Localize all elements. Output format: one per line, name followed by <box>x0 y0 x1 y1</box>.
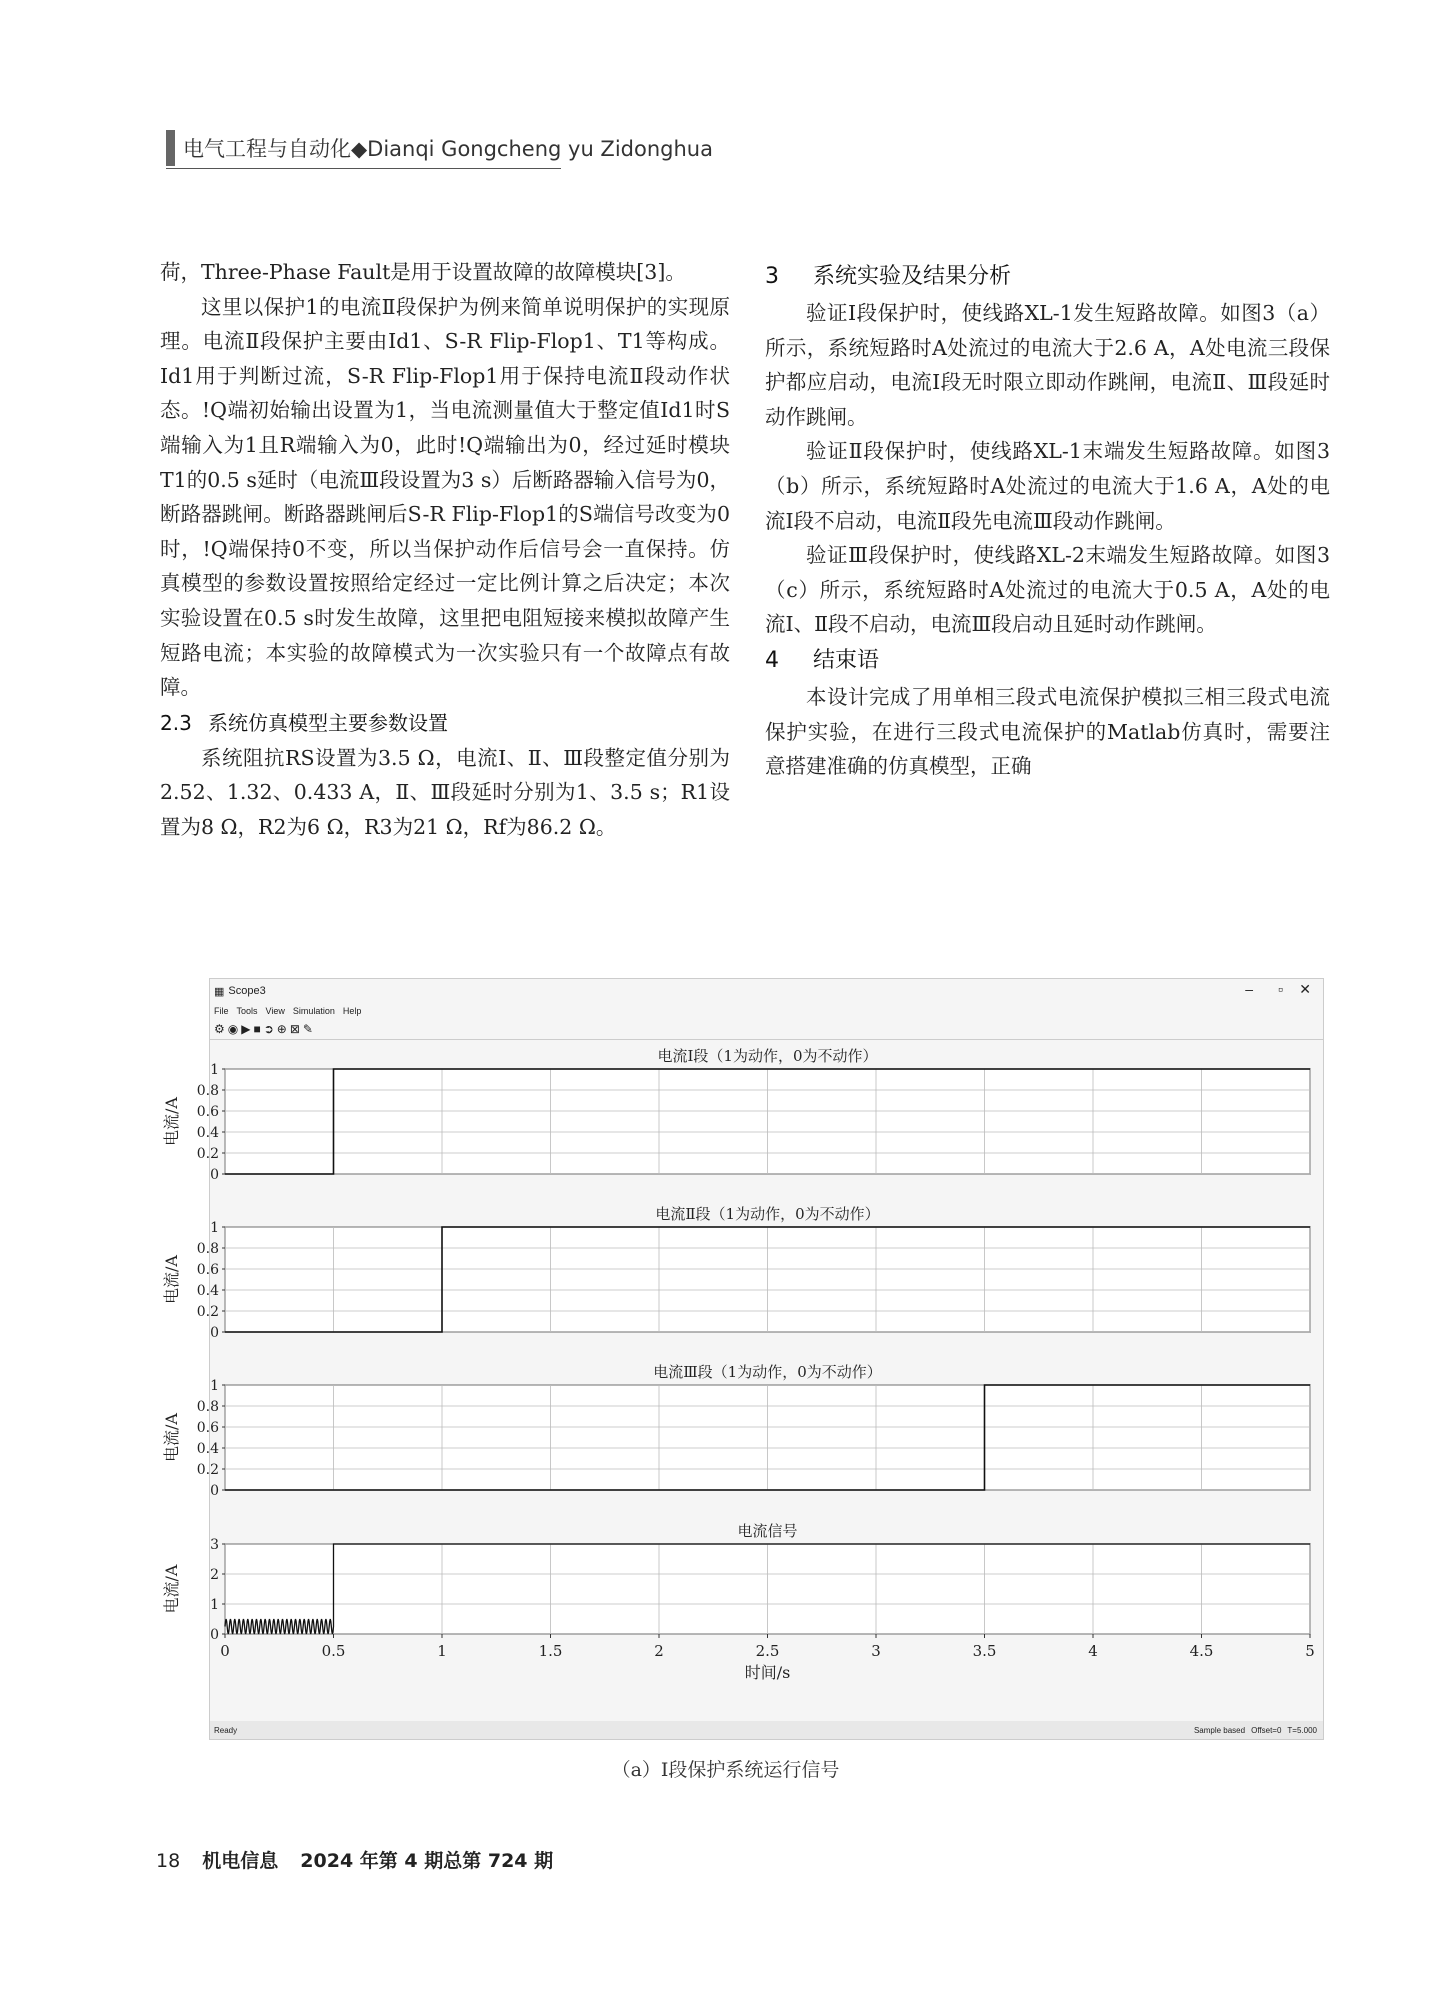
plot-title: 电流信号 <box>737 1522 798 1540</box>
y-tick-label: 0.2 <box>196 1462 219 1478</box>
journal-title: 电气工程与自动化◆Dianqi Gongcheng yu Zidonghua <box>183 137 713 161</box>
y-tick-label: 1 <box>210 1220 219 1236</box>
y-tick-label: 0.4 <box>196 1125 219 1141</box>
x-tick-label: 3 <box>871 1642 881 1660</box>
run-icon[interactable]: ▶ <box>241 1022 251 1036</box>
page-footer <box>156 1846 553 1873</box>
y-tick-label: 0.6 <box>196 1420 219 1436</box>
paragraph: 验证Ⅲ段保护时，使线路XL-2末端发生短路故障。如图3（c）所示，系统短路时A处流过的电流大于0.5 A，A处的电流Ⅰ、Ⅱ段不启动，电流Ⅲ段启动且延时动作跳闸。 <box>765 543 1330 637</box>
x-tick-label: 4 <box>1088 1642 1098 1660</box>
highlight-icon[interactable]: ➲ <box>263 1022 274 1036</box>
plot-title: 电流Ⅱ段（1为动作，0为不动作） <box>655 1205 880 1223</box>
section-heading: 3 系统实验及结果分析 <box>765 264 1012 289</box>
menu-simulation[interactable]: Simulation <box>292 1006 335 1016</box>
y-tick-label: 1 <box>210 1597 219 1613</box>
y-tick-label: 0.4 <box>196 1441 219 1457</box>
y-tick-label: 0 <box>210 1167 219 1183</box>
y-tick-label: 0.6 <box>196 1104 219 1120</box>
x-tick-label: 4.5 <box>1189 1642 1214 1660</box>
x-tick-label: 3.5 <box>972 1642 997 1660</box>
paragraph: 验证Ⅰ段保护时，使线路XL-1发生短路故障。如图3（a）所示，系统短路时A处流过的电流大于2.6 A，A处电流三段保护都应启动，电流Ⅰ段无时限立即动作跳闸，电流Ⅱ、Ⅲ段延时动作跳闸。 <box>765 301 1330 429</box>
status-ready: Ready <box>214 1725 238 1735</box>
right-column <box>765 258 1330 784</box>
menu-file[interactable]: File <box>214 1006 229 1016</box>
x-tick-label: 1 <box>437 1642 447 1660</box>
scope-plot-area <box>162 979 1323 1739</box>
menu-help[interactable]: Help <box>342 1006 362 1016</box>
stop-icon[interactable]: ■ <box>253 1022 261 1036</box>
menu-tools[interactable]: Tools <box>236 1006 258 1016</box>
y-tick-label: 0.2 <box>196 1304 219 1320</box>
minimize-icon[interactable]: – <box>1245 981 1253 997</box>
close-icon[interactable]: ✕ <box>1299 981 1311 997</box>
scope-window <box>162 978 1324 1740</box>
scope-window-title: Scope3 <box>228 985 266 997</box>
y-tick-label: 0.4 <box>196 1283 219 1299</box>
header-bar <box>166 130 175 166</box>
x-tick-label: 2 <box>654 1642 664 1660</box>
y-tick-label: 0.8 <box>196 1083 219 1099</box>
page-number: 18 <box>156 1850 181 1872</box>
figure-caption: （a）Ⅰ段保护系统运行信号 <box>611 1759 840 1781</box>
scope-statusbar <box>210 1721 1323 1739</box>
y-tick-label: 1 <box>210 1378 219 1394</box>
y-tick-label: 0.2 <box>196 1146 219 1162</box>
status-offset: Offset=0 <box>1251 1725 1282 1735</box>
header-rule <box>166 168 561 169</box>
x-tick-label: 0 <box>220 1642 230 1660</box>
y-axis-label: 电流/A <box>162 1564 181 1614</box>
paragraph: 验证Ⅱ段保护时，使线路XL-1末端发生短路故障。如图3（b）所示，系统短路时A处流过的电流大于1.6 A，A处的电流Ⅰ段不启动，电流Ⅱ段先电流Ⅲ段动作跳闸。 <box>765 439 1330 533</box>
running-header <box>166 130 713 166</box>
y-tick-label: 0 <box>210 1325 219 1341</box>
footer-issue: 2024 年第 4 期总第 724 期 <box>300 1850 554 1872</box>
status-time: T=5.000 <box>1287 1725 1317 1735</box>
x-tick-label: 0.5 <box>321 1642 346 1660</box>
y-tick-label: 0 <box>210 1483 219 1499</box>
paragraph: 荷，Three-Phase Fault是用于设置故障的故障模块[3]。 <box>160 260 686 284</box>
settings-icon[interactable]: ⚙ <box>214 1022 225 1036</box>
section-heading: 2.3 系统仿真模型主要参数设置 <box>160 710 448 735</box>
x-axis-label: 时间/s <box>744 1663 791 1682</box>
autoscale-icon[interactable]: ⊠ <box>289 1022 300 1036</box>
scope-app-icon: ▦ <box>214 985 225 998</box>
paragraph: 这里以保护1的电流Ⅱ段保护为例来简单说明保护的实现原理。电流Ⅱ段保护主要由Id1、S-R Flip-Flop1、T1等构成。Id1用于判断过流，S-R Flip-Flop1用于保持电流Ⅱ段动作状态。!Q端初始输出设置为1，当电流测量值大于整定值Id1时S端输入为1且R端输入为0，此时!Q端输出为0，经过延时模块T1的0.5 s延时（电流Ⅲ段设置为3 s）后断路器输入信号为0，断路器跳闸。断路器跳闸后S-R Flip-Flop1的S端信号改变为0时，!Q端保持0不变，所以当保护动作后信号会一直保持。仿真模型的参数设置按照给定经过一定比例计算之后决定；本次实验设置在0.5 s时发生故障，这里把电阻短接来模拟故障产生短路电流；本实验的故障模式为一次实验只有一个故障点有故障。 <box>160 294 730 700</box>
y-axis-label: 电流/A <box>162 1413 181 1462</box>
y-tick-label: 0 <box>210 1627 219 1643</box>
menu-view[interactable]: View <box>265 1006 285 1016</box>
y-tick-label: 1 <box>210 1062 219 1078</box>
y-axis-label: 电流/A <box>162 1255 181 1304</box>
paragraph: 系统阻抗RS设置为3.5 Ω，电流Ⅰ、Ⅱ、Ⅲ段整定值分别为2.52、1.32、0.433 A，Ⅱ、Ⅲ段延时分别为1、3.5 s；R1设置为8 Ω，R2为6 Ω，R3为21 Ω，Rf为86.2 Ω。 <box>160 745 730 839</box>
cursor-icon[interactable]: ✎ <box>302 1022 313 1036</box>
x-tick-label: 1.5 <box>538 1642 563 1660</box>
plot-title: 电流Ⅲ段（1为动作，0为不动作） <box>653 1363 882 1381</box>
step-back-icon[interactable]: ◉ <box>227 1022 239 1036</box>
paragraph: 本设计完成了用单相三段式电流保护模拟三相三段式电流保护实验，在进行三段式电流保护的Matlab仿真时，需要注意搭建准确的仿真模型，正确 <box>765 684 1330 779</box>
y-tick-label: 3 <box>210 1537 219 1553</box>
plot-title: 电流Ⅰ段（1为动作，0为不动作） <box>657 1047 878 1065</box>
y-tick-label: 0.6 <box>196 1262 219 1278</box>
left-column <box>160 255 730 845</box>
y-tick-label: 0.8 <box>196 1241 219 1257</box>
footer-journal: 机电信息 <box>202 1850 279 1872</box>
maximize-icon[interactable]: ▫ <box>1278 981 1283 997</box>
y-tick-label: 0.8 <box>196 1399 219 1415</box>
y-axis-label: 电流/A <box>162 1097 181 1146</box>
section-heading: 4 结束语 <box>765 647 880 673</box>
y-tick-label: 2 <box>210 1567 219 1583</box>
zoom-icon[interactable]: ⊕ <box>276 1022 287 1036</box>
x-tick-label: 2.5 <box>755 1642 780 1660</box>
x-tick-label: 5 <box>1305 1642 1315 1660</box>
status-sample-mode: Sample based <box>1193 1725 1246 1735</box>
